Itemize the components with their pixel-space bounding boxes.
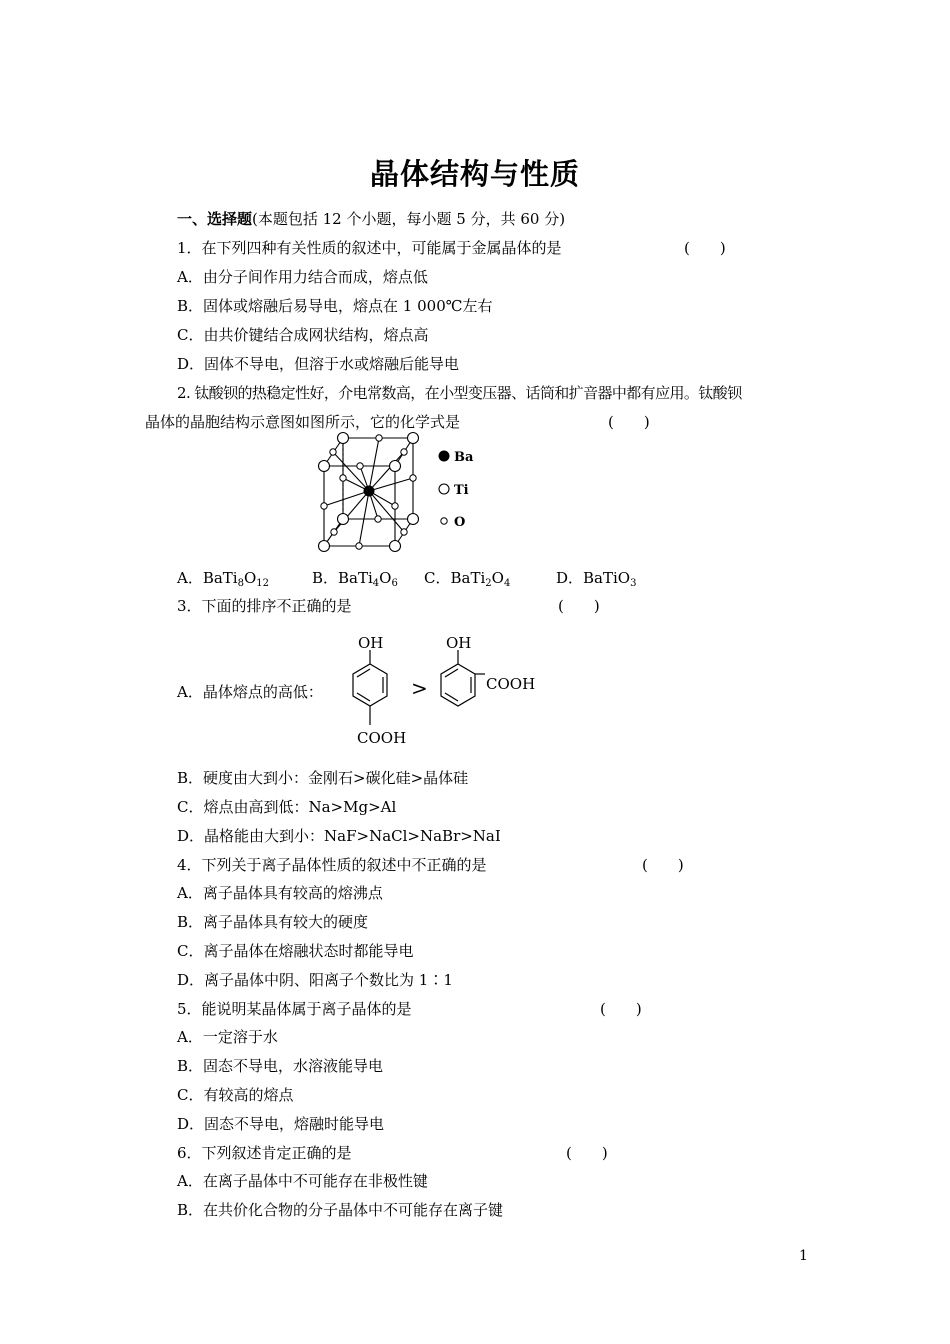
mol2-oh-label: OH	[446, 634, 472, 652]
q5-option-a: A．一定溶于水	[177, 1028, 278, 1046]
q3-option-a-label: A．晶体熔点的高低：	[177, 683, 323, 701]
q1-option-c: C．由共价键结合成网状结构，熔点高	[177, 326, 429, 344]
legend-ba: Ba	[454, 450, 474, 465]
q1-option-d: D．固体不导电，但溶于水或熔融后能导电	[177, 355, 460, 373]
q3-stem: 3．下面的排序不正确的是	[177, 597, 352, 615]
q3-option-d: D．晶格能由大到小：NaF>NaCl>NaBr>NaI	[177, 827, 501, 845]
q6-answer-paren: ( )	[566, 1144, 608, 1162]
q4-option-d: D．离子晶体中阴、阳离子个数比为 1∶1	[177, 971, 453, 989]
q6-option-a: A．在离子晶体中不可能存在非极性键	[177, 1172, 428, 1190]
q6-option-b: B．在共价化合物的分子晶体中不可能存在离子键	[177, 1201, 504, 1219]
mol1-cooh-label: COOH	[357, 729, 407, 747]
page-number: 1	[799, 1248, 808, 1264]
q4-option-b: B．离子晶体具有较大的硬度	[177, 913, 369, 931]
q3-answer-paren: ( )	[558, 597, 600, 615]
q2-option-a: A．$BaTi_8O_{12}$	[177, 569, 270, 589]
q5-stem: 5．能说明某晶体属于离子晶体的是	[177, 1000, 412, 1018]
q4-answer-paren: ( )	[642, 856, 684, 874]
q5-option-c: C．有较高的熔点	[177, 1086, 294, 1104]
q2-stem-line1: 2. 钛酸钡的热稳定性好，介电常数高，在小型变压器、话筒和扩音器中都有应用。钛酸钡	[177, 384, 742, 402]
q5-answer-paren: ( )	[600, 1000, 642, 1018]
section-note: (本题包括 12 个小题，每小题 5 分，共 60 分)	[252, 210, 566, 228]
q4-option-c: C．离子晶体在熔融状态时都能导电	[177, 942, 414, 960]
mol1-oh-label: OH	[358, 634, 384, 652]
q6-stem: 6．下列叙述肯定正确的是	[177, 1144, 352, 1162]
section-heading-label: 一、选择题	[177, 210, 253, 228]
q1-option-a: A．由分子间作用力结合而成，熔点低	[177, 268, 428, 286]
q2-option-d: D．BaTiO$_3$	[556, 569, 637, 589]
q4-option-a: A．离子晶体具有较高的熔沸点	[177, 884, 383, 902]
q5-option-d: D．固态不导电，熔融时能导电	[177, 1115, 385, 1133]
q1-option-b: B．固体或熔融后易导电，熔点在 1 000℃左右	[177, 297, 493, 315]
legend-o: O	[454, 515, 466, 530]
q3-option-c: C．熔点由高到低：Na>Mg>Al	[177, 798, 397, 816]
section-heading	[177, 208, 565, 229]
q2-option-c: C．$BaTi_2O_4$	[424, 569, 511, 589]
greater-than-sign: >	[411, 676, 428, 700]
molecule-comparison	[330, 630, 540, 752]
q1-answer-paren: ( )	[684, 239, 726, 257]
mol2-cooh-label: COOH	[486, 675, 536, 693]
q4-stem: 4．下列关于离子晶体性质的叙述中不正确的是	[177, 856, 487, 874]
page-title: 晶体结构与性质	[369, 157, 580, 191]
q1-stem: 1．在下列四种有关性质的叙述中，可能属于金属晶体的是	[177, 239, 562, 257]
legend-ti: Ti	[454, 483, 469, 498]
q2-stem-line2: 晶体的晶胞结构示意图如图所示，它的化学式是	[145, 413, 461, 431]
q2-option-b: B．$BaTi_4O_6$	[312, 569, 398, 589]
q2-answer-paren: ( )	[608, 413, 650, 431]
q3-option-b: B．硬度由大到小：金刚石>碳化硅>晶体硅	[177, 769, 469, 787]
q5-option-b: B．固态不导电，水溶液能导电	[177, 1057, 384, 1075]
unit-cell-diagram	[310, 428, 490, 556]
